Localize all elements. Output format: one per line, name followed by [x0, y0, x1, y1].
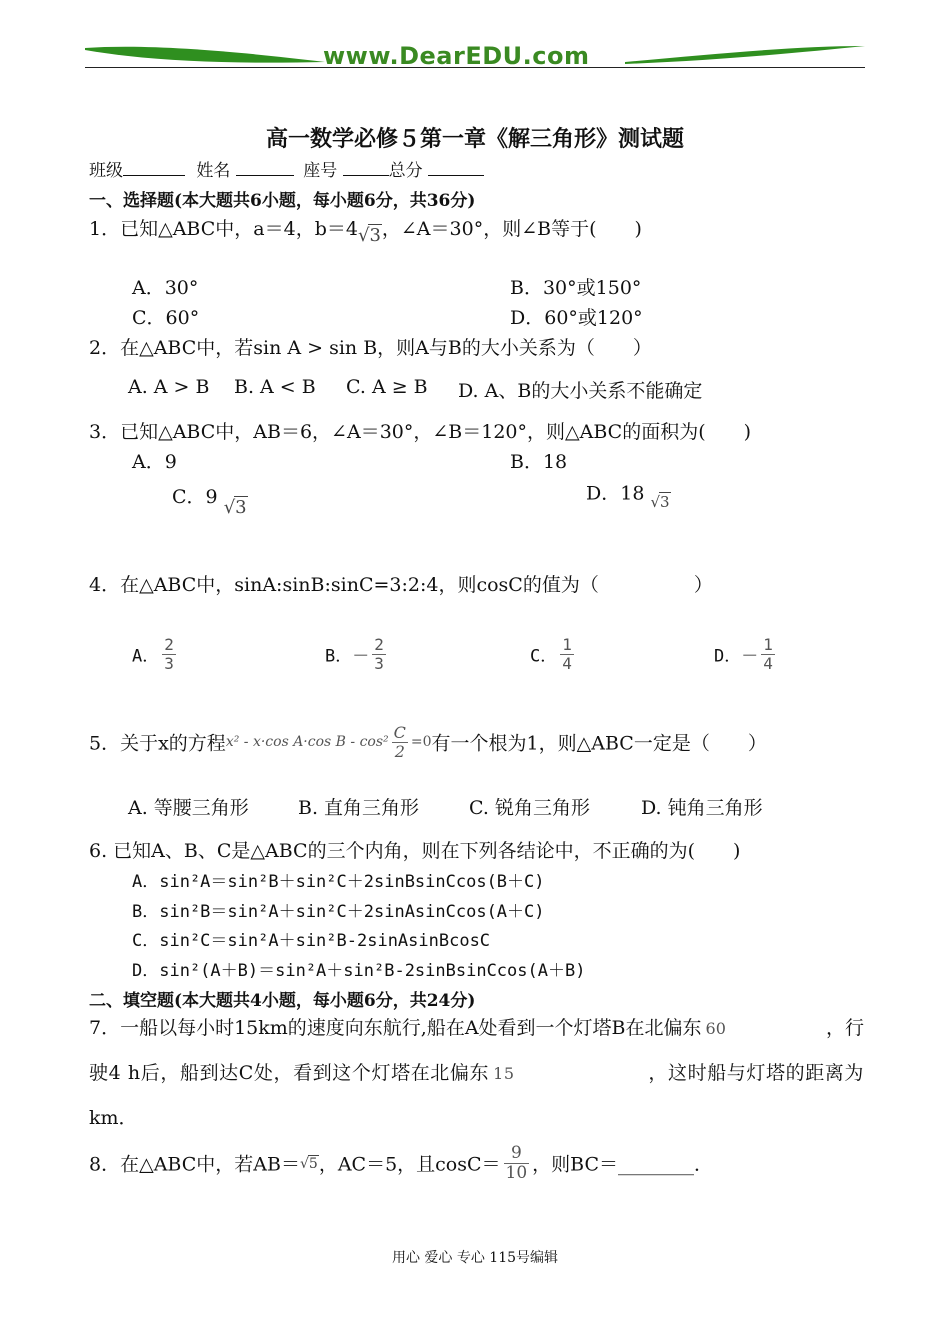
q1-option-b: B．30°或150° — [510, 277, 642, 299]
q1-stem: 1．已知△ABC中，a＝4，b＝4 — [89, 218, 358, 240]
q4-option-c-label: C． — [530, 646, 558, 667]
seat-label: 座号 — [303, 161, 338, 181]
q1-option-a: A．30° — [132, 277, 199, 299]
q5-stem-tail: 有一个根为1，则△ABC一定是（ ） — [431, 732, 767, 755]
q3-option-a: A．9 — [132, 451, 177, 473]
q7-line-2-text: 驶4 h后，船到达C处，看到这个灯塔在北偏东 — [89, 1062, 490, 1084]
q2-option-b: B. A < B — [234, 376, 316, 398]
q4-option-b-label: B． — [325, 646, 353, 667]
page-footer: 用心 爱心 专心 115号编辑 — [391, 1250, 559, 1266]
q7-line-1-text: 7．一船以每小时15km的速度向东航行,船在A处看到一个灯塔B在北偏东 — [89, 1017, 702, 1039]
q3-option-c-label: C．9 — [172, 486, 218, 508]
q5-option-d: D. 钝角三角形 — [641, 797, 763, 819]
q8-fraction: $\frac{9}{10}$ — [505, 1143, 528, 1183]
question-3: 3．已知△ABC中，AB＝6，∠A＝30°，∠B＝120°，则△ABC的面积为( ) — [89, 421, 752, 443]
q4-option-a — [132, 636, 179, 672]
q6-option-c: C．sin²C＝sin²A＋sin²B-2sinAsinBcosC — [132, 931, 491, 951]
question-7-line-3: km． — [89, 1107, 138, 1129]
q4-option-d-label: D． — [714, 646, 742, 667]
total-blank[interactable] — [428, 159, 484, 176]
q4-option-b-sign: － — [352, 646, 370, 667]
q4-option-c — [530, 636, 577, 672]
q6-option-d: D．sin²(A＋B)＝sin²A＋sin²B-2sinBsinCcos(A＋B) — [132, 961, 586, 981]
student-info-line — [89, 156, 484, 181]
class-label: 班级 — [89, 161, 123, 181]
q7-angle-1: 60 — [705, 1019, 726, 1038]
q3-option-c — [172, 478, 248, 518]
q2-option-c: C. A ≥ B — [346, 376, 428, 398]
total-label: 总分 — [388, 161, 423, 181]
question-2: 2．在△ABC中，若sin A > sin B，则A与B的大小关系为（ ） — [89, 337, 652, 359]
q7-angle-2: 15 — [493, 1064, 515, 1083]
q4-option-a-label: A． — [132, 646, 160, 667]
q4-option-c-fraction: $\frac{1}{4}$ — [562, 635, 572, 673]
q3-option-d-label: D．18 — [586, 482, 645, 505]
q4-option-d — [714, 636, 778, 672]
header-logo-text: www.DearEDU.com — [323, 42, 590, 70]
name-blank[interactable] — [236, 159, 294, 176]
class-blank[interactable] — [123, 159, 185, 176]
page-title: 高一数学必修５第一章《解三角形》测试题 — [265, 126, 684, 152]
q5-equation: x² - x·cos A·cos B - cos² — [225, 734, 389, 751]
q8-tail: ，则BC＝________． — [532, 1153, 714, 1176]
section-heading-fill: 二、填空题(本大题共4小题，每小题6分，共24分) — [89, 991, 476, 1011]
q5-option-a: A. 等腰三角形 — [128, 797, 249, 819]
question-1 — [89, 214, 642, 246]
question-5 — [89, 724, 767, 760]
banner-swoosh-left — [85, 42, 325, 68]
q2-option-d: D. A、B的大小关系不能确定 — [458, 380, 703, 402]
q1-option-c: C．60° — [132, 307, 200, 329]
question-7-line-2 — [89, 1058, 864, 1085]
question-7-line-1 — [89, 1013, 864, 1040]
q3-option-b: B．18 — [510, 451, 568, 473]
q6-option-b: B．sin²B＝sin²A＋sin²C＋2sinAsinCcos(A＋C) — [132, 902, 545, 922]
header-banner — [85, 40, 865, 72]
q5-option-c: C. 锐角三角形 — [469, 797, 590, 819]
banner-swoosh-right — [625, 42, 865, 68]
question-6: 6. 已知A、B、C是△ABC的三个内角，则在下列各结论中，不正确的为( ) — [89, 840, 741, 862]
q4-option-b — [325, 636, 389, 672]
q7-line-2-tail: ，这时船与灯塔的距离为 — [648, 1062, 864, 1084]
q2-option-a: A. A > B — [128, 376, 210, 398]
q6-option-a: A．sin²A＝sin²B＋sin²C＋2sinBsinCcos(B＋C) — [132, 872, 545, 892]
header-rule — [85, 67, 865, 68]
section-heading-choice: 一、选择题(本大题共6小题，每小题6分，共36分) — [89, 191, 476, 211]
q8-mid: ，AC＝5，且cosC＝ — [318, 1153, 501, 1176]
q8-sqrt: √5 — [299, 1155, 318, 1172]
q4-option-a-fraction: $\frac{2}{3}$ — [164, 635, 174, 673]
q5-fraction: $\frac{C}{2}$ — [393, 723, 406, 761]
seat-blank[interactable] — [343, 159, 389, 176]
q4-option-d-sign: － — [741, 646, 759, 667]
q1-stem-tail: ，∠A＝30°，则∠B等于( ) — [381, 218, 642, 240]
q5-eq-tail: =0 — [410, 734, 432, 751]
question-4: 4．在△ABC中，sinA:sinB:sinC=3:2:4，则cosC的值为（ ） — [89, 574, 713, 596]
question-8 — [89, 1144, 713, 1182]
q1-sqrt: √3 — [357, 225, 381, 246]
q4-option-d-fraction: $\frac{1}{4}$ — [763, 635, 773, 673]
q8-stem: 8．在△ABC中，若AB＝ — [89, 1153, 300, 1176]
q5-option-b: B. 直角三角形 — [298, 797, 420, 819]
q3-option-d — [586, 478, 671, 511]
q4-option-b-fraction: $\frac{2}{3}$ — [374, 635, 384, 673]
q5-stem-head: 5．关于x的方程 — [89, 732, 226, 755]
q3-option-d-sqrt: √3 — [650, 493, 670, 511]
q1-option-d: D．60°或120° — [510, 307, 643, 329]
q7-line-1-tail: ，行 — [825, 1017, 864, 1039]
name-label: 姓名 — [196, 161, 231, 181]
q3-option-c-sqrt: √3 — [223, 497, 247, 518]
